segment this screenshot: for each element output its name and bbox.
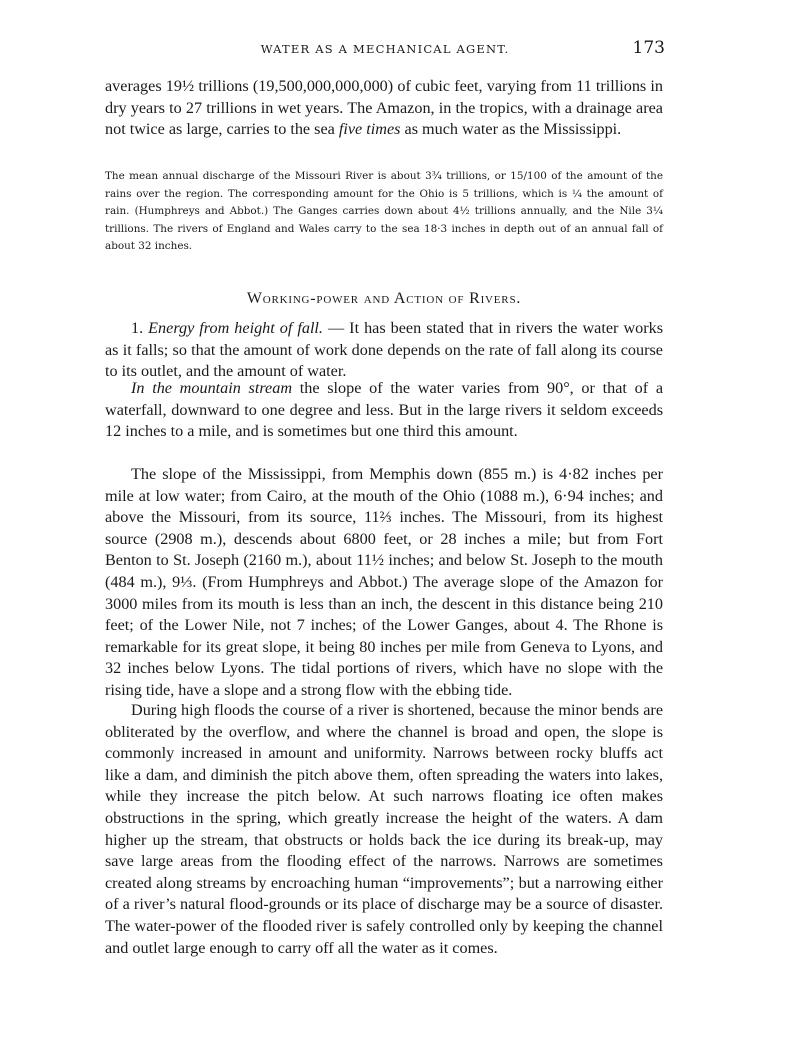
paragraph-body: — It has been stated that in rivers the water works as it falls; so that the amount of work done depends on the rate of fall along its course to its outlet, and the amount of water. [105, 319, 664, 381]
intro-text-start: averages 19½ trillions (19,500,000,000,000) of cubic feet, varying from 11 trillions in dry years to 27 trillions in wet years. The Amazon, in the tropics, with a drainage area not twice as large, carries to the sea [105, 77, 663, 139]
intro-emphasis: five times [338, 120, 401, 139]
section-heading: Working-power and Action of Rivers. [246, 290, 522, 307]
footnote-block: The mean annual discharge of the Missouri River is about 3¾ trillions, or 15/100 of the amount of the rains over the region. The corresponding amount for the Ohio is 5 trillions, which is ¼ the amount of rain. (Humphreys and Abbot.) The Ganges carries down about 4½ trillions annually, and the Nile 3¼ trillions. The rivers of England and Wales carry to the sea 18·3 inches in depth out of an annual fall of about 32 inches. [105, 170, 663, 252]
paragraph-mountain-stream [105, 378, 663, 443]
intro-paragraph [105, 76, 663, 141]
paragraph-number: 1. [131, 319, 149, 337]
paragraph-energy-from-height [105, 318, 663, 383]
paragraph-lead-emphasis: In the mountain stream [131, 379, 293, 397]
intro-text-end: as much water as the Mississippi. [400, 120, 622, 139]
paragraph-body: the slope of the water varies from 90°, or that of a waterfall, downward to one degree and less. But in the large rivers it seldom exceeds 12 inches to a mile, and is sometimes but one third this amount. [105, 379, 663, 441]
paragraph-heading: Energy from height of fall. [148, 319, 323, 337]
page-number: 173 [632, 38, 665, 58]
running-title: WATER AS A MECHANICAL AGENT. [260, 42, 510, 56]
running-header [105, 38, 665, 62]
paragraph-high-floods: During high floods the course of a river is shortened, because the minor bends are obliterated by the overflow, and where the channel is broad and open, the slope is commonly increased in amount and uniformity. Narrows between rocky bluffs act like a dam, and diminish the pitch above them, often spreading the waters into lakes, while they increase the pitch below. At such narrows floating ice often makes obstructions in the spring, which greatly increase the height of the waters. A dam higher up the stream, that obstructs or holds back the ice during its break-up, may save large areas from the flooding effect of the narrows. Narrows are sometimes created along streams by encroaching human “improvements”; but a narrowing either of a river’s natural flood-grounds or its place of discharge may be a source of disaster. The water-power of the flooded river is safely controlled only by keeping the channel and outlet large enough to carry off all the water as it comes. [105, 701, 663, 957]
paragraph-slope-of-rivers: The slope of the Mississippi, from Memphis down (855 m.) is 4·82 inches per mile at low water; from Cairo, at the mouth of the Ohio (1088 m.), 6·94 inches; and above the Missouri, from its source, 11⅔ inches. The Missouri, from its highest source (2908 m.), descends about 6800 feet, or 28 inches a mile; but from Fort Benton to St. Joseph (2160 m.), about 11½ inches; and below St. Joseph to the mouth (484 m.), 9⅓. (From Humphreys and Abbot.) The average slope of the Amazon for 3000 miles from its mouth is less than an inch, the descent in this distance being 210 feet; of the Lower Nile, not 7 inches; of the Lower Ganges, about 4. The Rhone is remarkable for its great slope, it being 80 inches per mile from Geneva to Lyons, and 32 inches below Lyons. The tidal portions of rivers, which have no slope with the rising tide, have a slope and a strong flow with the ebbing tide. [105, 465, 663, 699]
